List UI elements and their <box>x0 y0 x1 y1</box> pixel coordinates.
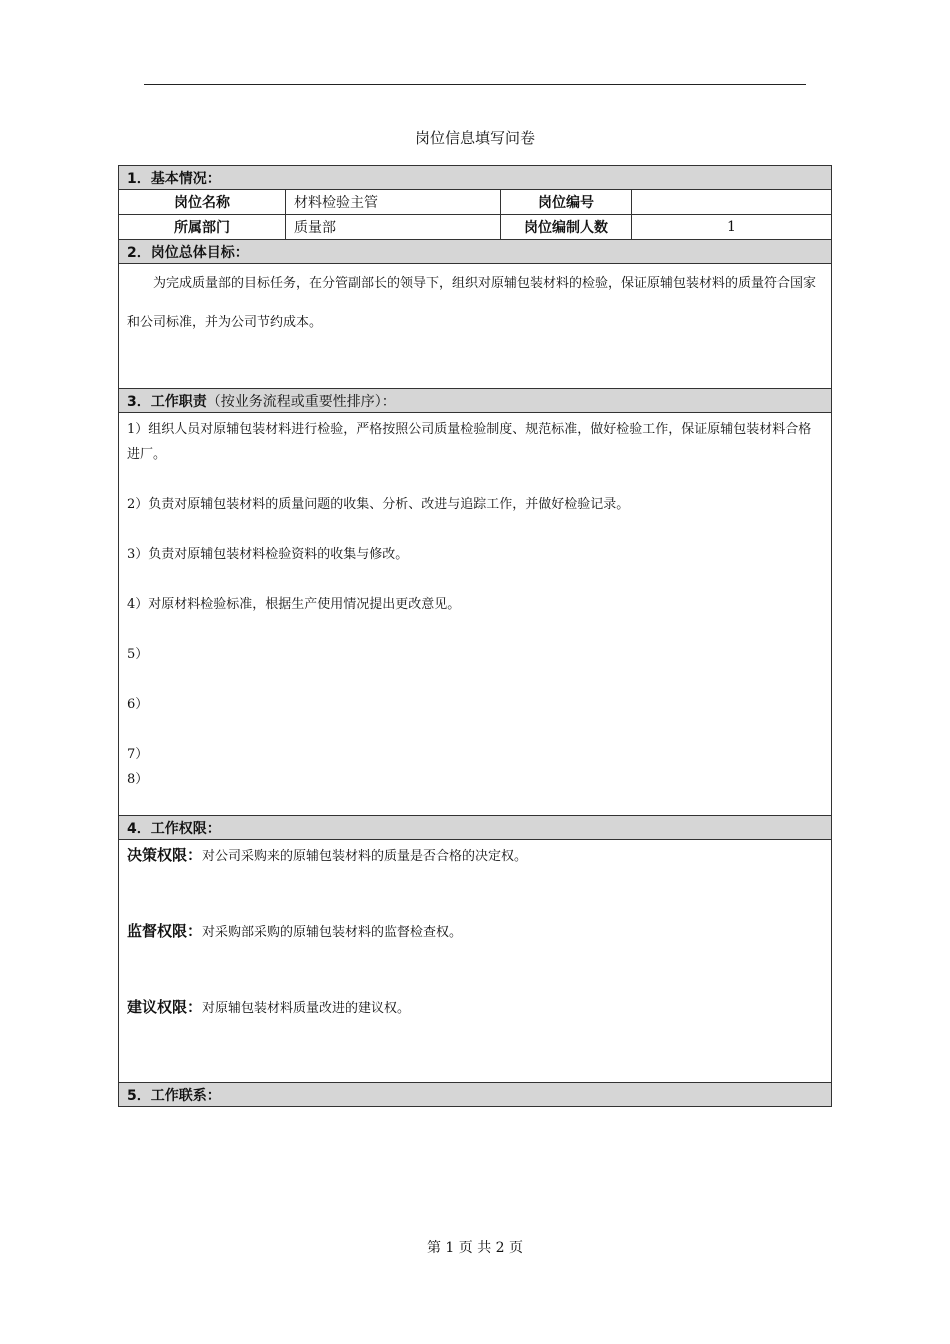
basic-info-row <box>119 215 832 240</box>
section-3-header-row <box>119 389 832 413</box>
authority-cell[interactable] <box>119 840 832 1083</box>
duty-item: 3）负责对原辅包装材料检验资料的收集与修改。 <box>127 547 409 562</box>
section-3-heading <box>119 389 832 413</box>
duty-item: 2）负责对原辅包装材料的质量问题的收集、分析、改进与追踪工作，并做好检验记录。 <box>127 497 630 512</box>
section-3-heading-note: （按业务流程或重要性排序）： <box>206 393 396 410</box>
headcount-label: 岗位编制人数 <box>501 215 632 240</box>
authority-item <box>127 844 823 868</box>
duty-item: 6） <box>127 697 149 712</box>
section-5-heading: 5．工作联系： <box>119 1083 832 1107</box>
section-5-header-row <box>119 1083 832 1107</box>
authority-item <box>127 920 823 944</box>
authority-label: 决策权限： <box>127 846 203 864</box>
duty-item: 7） <box>127 747 149 762</box>
position-name-label: 岗位名称 <box>119 190 286 215</box>
section-1-header-row <box>119 166 832 190</box>
page-footer: 第 1 页 共 2 页 <box>426 1240 524 1256</box>
authority-row <box>119 840 832 1083</box>
goal-text: 为完成质量部的目标任务，在分管副部长的领导下，组织对原辅包装材料的检验，保证原辅包装材料的质量符合国家和公司标准，并为公司节约成本。 <box>127 276 817 330</box>
duty-item: 5） <box>127 647 149 662</box>
position-code-label: 岗位编号 <box>501 190 632 215</box>
document-title: 岗位信息填写问卷 <box>414 129 535 147</box>
job-info-form <box>118 165 832 1107</box>
section-2-header-row <box>119 240 832 264</box>
duties-row <box>119 413 832 816</box>
basic-info-row <box>119 190 832 215</box>
section-2-heading: 2．岗位总体目标： <box>119 240 832 264</box>
position-code-value[interactable] <box>632 190 832 215</box>
authority-item <box>127 996 823 1020</box>
authority-label: 监督权限： <box>127 922 203 940</box>
section-1-heading: 1．基本情况： <box>119 166 832 190</box>
duty-item: 4）对原材料检验标准，根据生产使用情况提出更改意见。 <box>127 597 461 612</box>
position-name-value[interactable]: 材料检验主管 <box>286 190 501 215</box>
department-label: 所属部门 <box>119 215 286 240</box>
duty-item: 8） <box>127 772 149 787</box>
duties-cell[interactable] <box>119 413 832 816</box>
header-rule <box>144 84 806 85</box>
duty-item: 1）组织人员对原辅包装材料进行检验，严格按照公司质量检验制度、规范标准，做好检验工作，保证原辅包装材料合格进厂。 <box>127 422 812 462</box>
authority-text: 对原辅包装材料质量改进的建议权。 <box>202 1001 411 1016</box>
authority-text: 对采购部采购的原辅包装材料的监督检查权。 <box>202 925 463 940</box>
section-3-heading-main: 3．工作职责 <box>127 393 207 410</box>
headcount-value[interactable]: 1 <box>632 215 832 240</box>
goal-row <box>119 264 832 389</box>
goal-cell[interactable] <box>119 264 832 389</box>
section-4-header-row <box>119 816 832 840</box>
department-value[interactable]: 质量部 <box>286 215 501 240</box>
authority-label: 建议权限： <box>127 998 203 1016</box>
authority-text: 对公司采购来的原辅包装材料的质量是否合格的决定权。 <box>202 849 528 864</box>
section-4-heading: 4．工作权限： <box>119 816 832 840</box>
